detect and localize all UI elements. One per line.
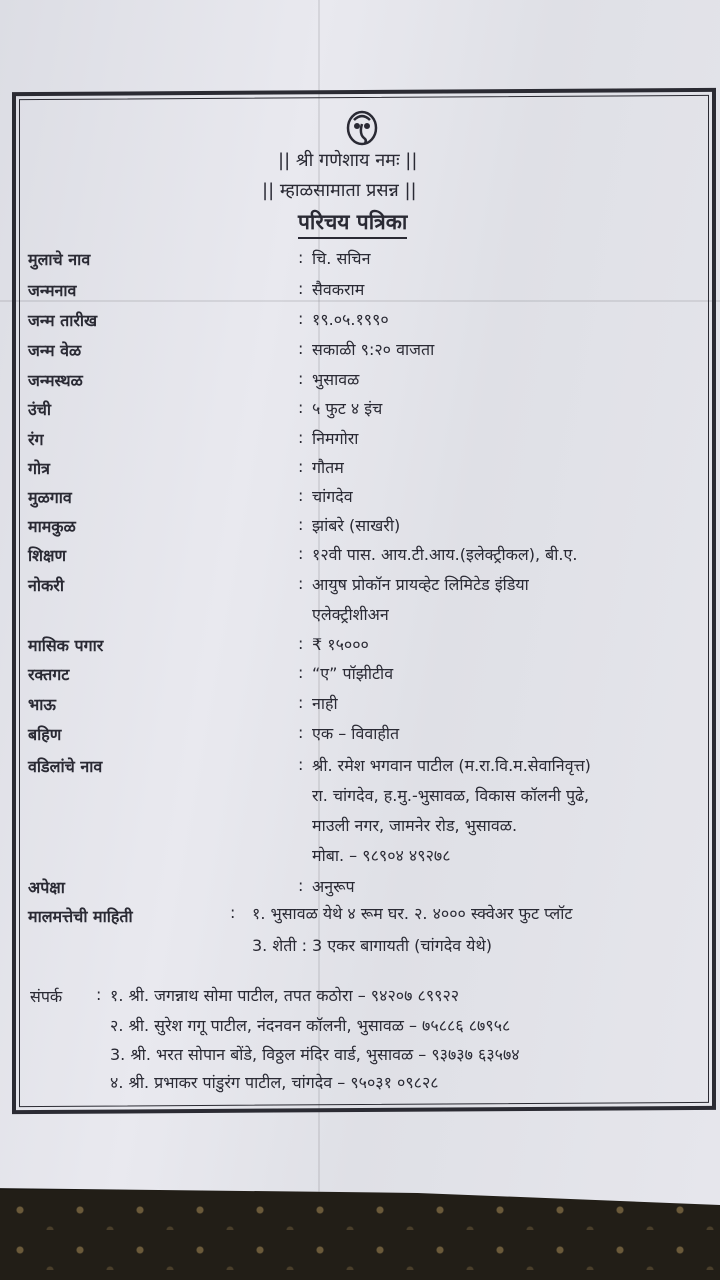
field-colon: : <box>298 574 304 593</box>
field-label: मामकुळ <box>28 517 76 536</box>
field-label: नोकरी <box>28 576 65 595</box>
field-colon: : <box>298 693 304 712</box>
field-value: नाही <box>312 694 338 713</box>
fabric-background <box>0 1190 720 1280</box>
field-label: भाऊ <box>28 695 56 714</box>
field-label: जन्मस्थळ <box>28 371 83 390</box>
field-colon: : <box>298 544 304 563</box>
contact-item: ४. श्री. प्रभाकर पांडुरंग पाटील, चांगदेव – ९५०३१ ०९८२८ <box>110 1073 439 1092</box>
field-label: मासिक पगार <box>28 636 104 655</box>
field-label: शिक्षण <box>28 546 67 565</box>
field-value-continuation: रा. चांगदेव, ह.मु.-भुसावळ, विकास कॉलनी पुढे, <box>312 786 590 805</box>
field-colon: : <box>298 876 304 895</box>
field-colon: : <box>298 723 304 742</box>
contact-item: 3. श्री. भरत सोपान बोंडे, विठ्ठल मंदिर वार्ड, भुसावळ – ९३७३७ ६३५७४ <box>110 1045 520 1064</box>
contact-item: १. श्री. जगन्नाथ सोमा पाटील, तपत कठोरा – ९४२०७ ८९९२२ <box>110 986 460 1005</box>
field-colon: : <box>298 309 304 328</box>
field-colon: : <box>96 985 102 1004</box>
field-label: बहिण <box>28 725 62 744</box>
field-colon: : <box>298 457 304 476</box>
document-border-frame <box>12 88 716 1114</box>
field-label: गोत्र <box>28 459 50 478</box>
field-value: अनुरूप <box>312 877 355 896</box>
field-value: भुसावळ <box>312 370 360 389</box>
field-value: एक – विवाहीत <box>312 724 400 743</box>
field-label: जन्म वेळ <box>28 341 82 360</box>
ganesha-emblem-icon <box>345 108 379 146</box>
field-colon: : <box>298 755 304 774</box>
field-colon: : <box>298 634 304 653</box>
property-label: मालमत्तेची माहिती <box>28 907 133 926</box>
property-line-1: १. भुसावळ येथे ४ रूम घर. २. ४००० स्क्वेअर फुट प्लॉट <box>252 904 573 923</box>
field-value: ५ फुट ४ इंच <box>312 399 383 418</box>
field-colon: : <box>298 398 304 417</box>
field-value: आयुष प्रोकॉन प्रायव्हेट लिमिटेड इंडिया <box>312 575 529 594</box>
field-value: चांगदेव <box>312 487 353 506</box>
field-colon: : <box>298 369 304 388</box>
field-value: चि. सचिन <box>312 249 371 268</box>
field-value: १२वी पास. आय.टी.आय.(इलेक्ट्रीकल), बी.ए. <box>312 545 578 564</box>
field-colon: : <box>298 279 304 298</box>
contact-item: २. श्री. सुरेश गगू पाटील, नंदनवन कॉलनी, भुसावळ – ७५८८६ ८७९५८ <box>110 1016 511 1035</box>
field-colon: : <box>298 428 304 447</box>
field-value: “ए” पॉझीटीव <box>312 664 394 683</box>
field-label: रंग <box>28 430 44 449</box>
field-colon: : <box>298 339 304 358</box>
field-value: झांबरे (साखरी) <box>312 516 401 535</box>
field-value-continuation: मोबा. – ९८९०४ ४९२७८ <box>312 846 451 865</box>
field-value-continuation: माउली नगर, जामनेर रोड, भुसावळ. <box>312 816 518 835</box>
field-label: रक्तगट <box>28 665 70 684</box>
field-label: अपेक्षा <box>28 878 65 897</box>
field-label: उंची <box>28 400 52 419</box>
field-value: सकाळी ९:२० वाजता <box>312 340 435 359</box>
field-label: मुळगाव <box>28 488 72 507</box>
field-label: वडिलांचे नाव <box>28 757 103 776</box>
field-colon: : <box>298 663 304 682</box>
page-title: परिचय पत्रिका <box>298 208 407 239</box>
field-label: जन्म तारीख <box>28 311 98 330</box>
field-colon: : <box>298 486 304 505</box>
invocation-mhalsamata: || म्हाळसामाता प्रसन्न || <box>262 180 417 201</box>
field-value: गौतम <box>312 458 344 477</box>
field-value: १९.०५.१९९० <box>312 310 389 329</box>
field-colon: : <box>298 248 304 267</box>
contact-label: संपर्क <box>30 987 63 1006</box>
field-value-continuation: एलेक्ट्रीशीअन <box>312 605 389 624</box>
field-colon: : <box>230 903 236 922</box>
field-label: जन्मनाव <box>28 281 77 300</box>
field-colon: : <box>298 515 304 534</box>
field-value: सैवकराम <box>312 280 365 299</box>
field-value: श्री. रमेश भगवान पाटील (म.रा.वि.म.सेवानिवृत्त) <box>312 756 591 775</box>
field-label: मुलाचे नाव <box>28 250 91 269</box>
field-value: निमगोरा <box>312 429 359 448</box>
invocation-ganesh: || श्री गणेशाय नमः || <box>278 150 418 171</box>
field-value: ₹ १५००० <box>312 635 369 654</box>
property-line-2: 3. शेती : 3 एकर बागायती (चांगदेव येथे) <box>252 936 492 955</box>
